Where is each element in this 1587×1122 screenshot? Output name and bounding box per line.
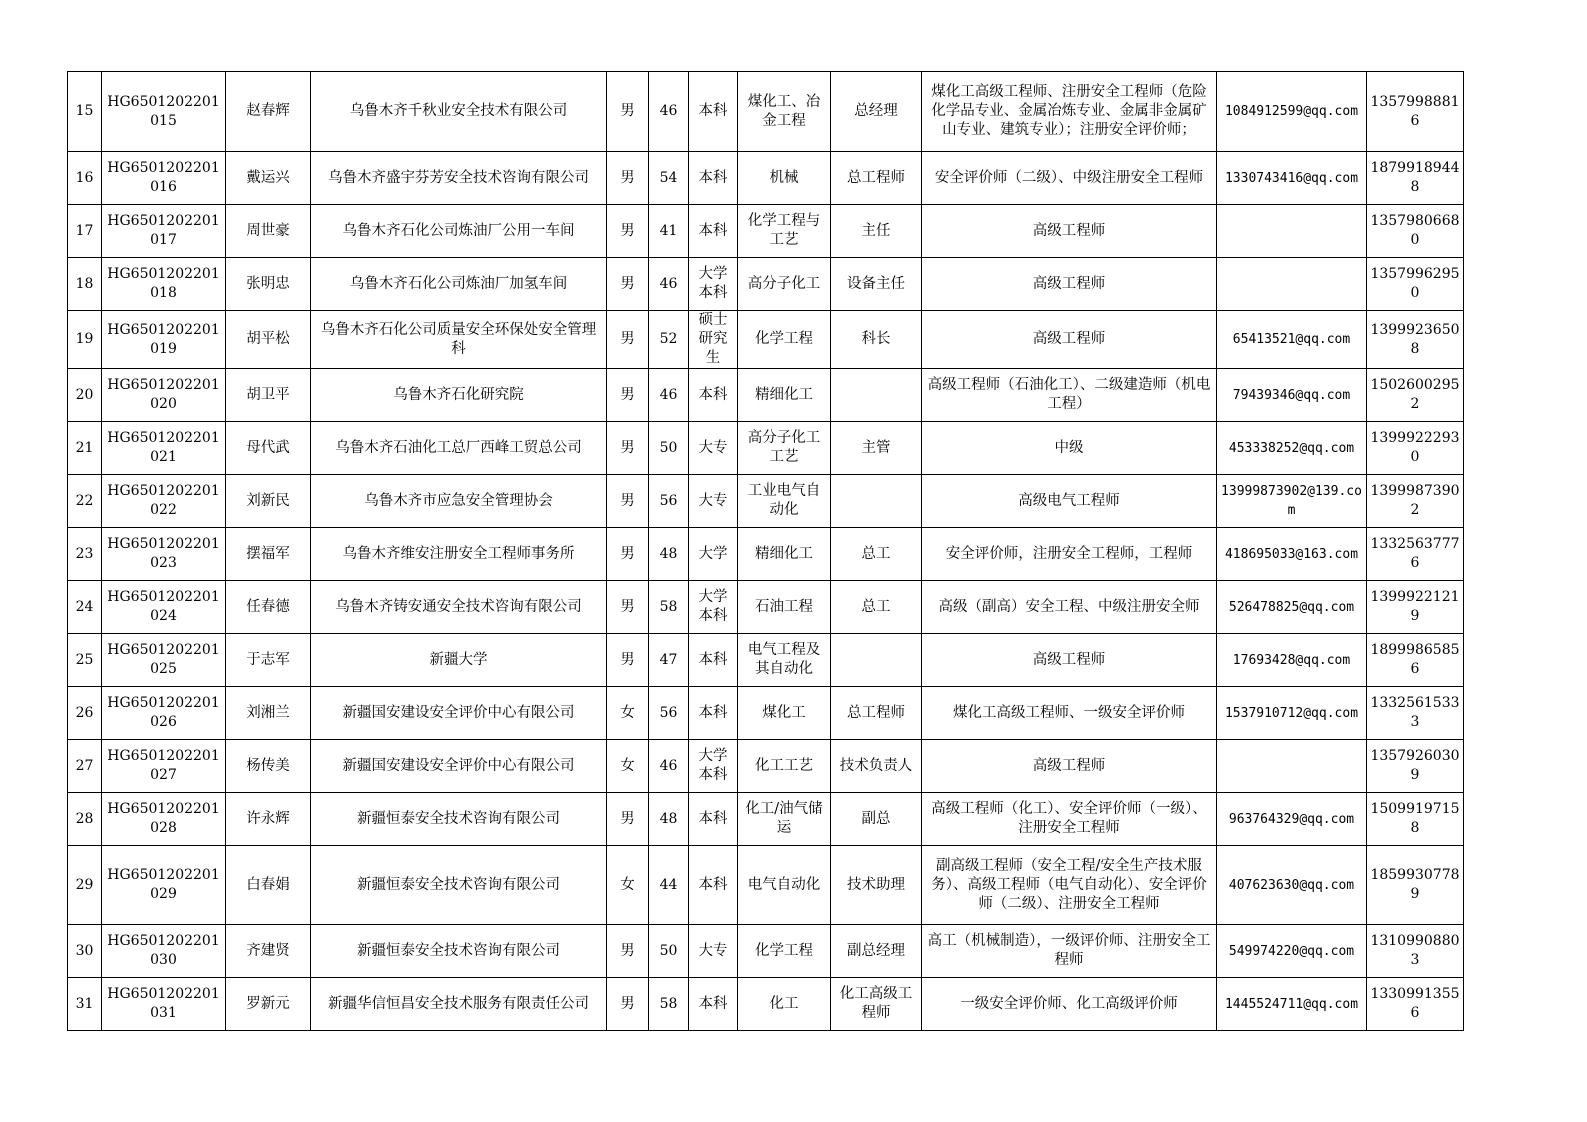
professional-title-cell: 中级 xyxy=(922,422,1217,475)
row-number-cell: 15 xyxy=(68,72,102,152)
person-name-cell: 胡卫平 xyxy=(226,369,311,422)
gender-cell: 男 xyxy=(607,152,649,205)
age-cell: 58 xyxy=(649,978,689,1031)
position-cell: 总工程师 xyxy=(831,152,922,205)
organization-cell: 乌鲁木齐石油化工总厂西峰工贸总公司 xyxy=(311,422,607,475)
expert-code-cell: HG6501202201020 xyxy=(102,369,226,422)
person-name-cell: 杨传美 xyxy=(226,740,311,793)
age-cell: 46 xyxy=(649,369,689,422)
email-cell: 17693428@qq.com xyxy=(1217,634,1367,687)
gender-cell: 男 xyxy=(607,369,649,422)
row-number-cell: 27 xyxy=(68,740,102,793)
table-row xyxy=(68,258,1464,311)
organization-cell: 乌鲁木齐石化公司炼油厂公用一车间 xyxy=(311,205,607,258)
position-cell: 副总 xyxy=(831,793,922,846)
professional-title-cell: 高级（副高）安全工程、中级注册安全师 xyxy=(922,581,1217,634)
phone-cell: 13579260309 xyxy=(1367,740,1464,793)
person-name-cell: 刘湘兰 xyxy=(226,687,311,740)
position-cell: 技术助理 xyxy=(831,846,922,925)
phone-cell: 13109908803 xyxy=(1367,925,1464,978)
education-cell: 大学 xyxy=(689,528,738,581)
organization-cell: 乌鲁木齐盛宇芬芳安全技术咨询有限公司 xyxy=(311,152,607,205)
organization-cell: 新疆大学 xyxy=(311,634,607,687)
table-row xyxy=(68,311,1464,369)
row-number-cell: 30 xyxy=(68,925,102,978)
person-name-cell: 罗新元 xyxy=(226,978,311,1031)
education-cell: 大学本科 xyxy=(689,258,738,311)
age-cell: 48 xyxy=(649,528,689,581)
expert-code-cell: HG6501202201027 xyxy=(102,740,226,793)
email-cell: 549974220@qq.com xyxy=(1217,925,1367,978)
gender-cell: 男 xyxy=(607,311,649,369)
phone-cell: 18599307789 xyxy=(1367,846,1464,925)
person-name-cell: 张明忠 xyxy=(226,258,311,311)
email-cell: 65413521@qq.com xyxy=(1217,311,1367,369)
email-cell: 407623630@qq.com xyxy=(1217,846,1367,925)
education-cell: 大专 xyxy=(689,475,738,528)
email-cell xyxy=(1217,740,1367,793)
row-number-cell: 16 xyxy=(68,152,102,205)
age-cell: 54 xyxy=(649,152,689,205)
position-cell: 副总经理 xyxy=(831,925,922,978)
row-number-cell: 26 xyxy=(68,687,102,740)
phone-cell: 13999222930 xyxy=(1367,422,1464,475)
gender-cell: 女 xyxy=(607,687,649,740)
gender-cell: 男 xyxy=(607,258,649,311)
professional-title-cell: 高级工程师（石油化工）、二级建造师（机电工程） xyxy=(922,369,1217,422)
organization-cell: 新疆国安建设安全评价中心有限公司 xyxy=(311,740,607,793)
row-number-cell: 31 xyxy=(68,978,102,1031)
row-number-cell: 21 xyxy=(68,422,102,475)
education-cell: 大专 xyxy=(689,925,738,978)
row-number-cell: 18 xyxy=(68,258,102,311)
gender-cell: 男 xyxy=(607,925,649,978)
position-cell xyxy=(831,369,922,422)
expert-code-cell: HG6501202201018 xyxy=(102,258,226,311)
organization-cell: 乌鲁木齐石化研究院 xyxy=(311,369,607,422)
major-cell: 精细化工 xyxy=(738,528,831,581)
expert-code-cell: HG6501202201028 xyxy=(102,793,226,846)
age-cell: 56 xyxy=(649,475,689,528)
table-row xyxy=(68,422,1464,475)
email-cell xyxy=(1217,205,1367,258)
row-number-cell: 24 xyxy=(68,581,102,634)
professional-title-cell: 高工（机械制造），一级评价师、注册安全工程师 xyxy=(922,925,1217,978)
organization-cell: 乌鲁木齐铸安通安全技术咨询有限公司 xyxy=(311,581,607,634)
organization-cell: 新疆恒泰安全技术咨询有限公司 xyxy=(311,925,607,978)
education-cell: 大专 xyxy=(689,422,738,475)
organization-cell: 乌鲁木齐维安注册安全工程师事务所 xyxy=(311,528,607,581)
age-cell: 46 xyxy=(649,72,689,152)
education-cell: 本科 xyxy=(689,846,738,925)
email-cell: 13999873902@139.com xyxy=(1217,475,1367,528)
expert-code-cell: HG6501202201024 xyxy=(102,581,226,634)
position-cell: 总工 xyxy=(831,581,922,634)
phone-cell: 13579988816 xyxy=(1367,72,1464,152)
education-cell: 本科 xyxy=(689,793,738,846)
email-cell: 79439346@qq.com xyxy=(1217,369,1367,422)
major-cell: 电气自动化 xyxy=(738,846,831,925)
expert-code-cell: HG6501202201021 xyxy=(102,422,226,475)
expert-table xyxy=(67,71,1464,1031)
major-cell: 机械 xyxy=(738,152,831,205)
major-cell: 煤化工 xyxy=(738,687,831,740)
person-name-cell: 刘新民 xyxy=(226,475,311,528)
expert-code-cell: HG6501202201015 xyxy=(102,72,226,152)
professional-title-cell: 高级工程师 xyxy=(922,311,1217,369)
phone-cell: 13579962950 xyxy=(1367,258,1464,311)
person-name-cell: 戴运兴 xyxy=(226,152,311,205)
person-name-cell: 齐建贤 xyxy=(226,925,311,978)
phone-cell: 13999221219 xyxy=(1367,581,1464,634)
expert-code-cell: HG6501202201022 xyxy=(102,475,226,528)
professional-title-cell: 高级电气工程师 xyxy=(922,475,1217,528)
position-cell: 主任 xyxy=(831,205,922,258)
professional-title-cell: 煤化工高级工程师、一级安全评价师 xyxy=(922,687,1217,740)
gender-cell: 男 xyxy=(607,793,649,846)
age-cell: 56 xyxy=(649,687,689,740)
position-cell: 总经理 xyxy=(831,72,922,152)
education-cell: 本科 xyxy=(689,205,738,258)
gender-cell: 男 xyxy=(607,72,649,152)
row-number-cell: 17 xyxy=(68,205,102,258)
education-cell: 本科 xyxy=(689,687,738,740)
row-number-cell: 25 xyxy=(68,634,102,687)
organization-cell: 新疆恒泰安全技术咨询有限公司 xyxy=(311,793,607,846)
person-name-cell: 白春娟 xyxy=(226,846,311,925)
professional-title-cell: 安全评价师（二级）、中级注册安全工程师 xyxy=(922,152,1217,205)
table-row xyxy=(68,978,1464,1031)
position-cell: 化工高级工程师 xyxy=(831,978,922,1031)
position-cell: 设备主任 xyxy=(831,258,922,311)
major-cell: 石油工程 xyxy=(738,581,831,634)
professional-title-cell: 高级工程师 xyxy=(922,205,1217,258)
expert-code-cell: HG6501202201016 xyxy=(102,152,226,205)
row-number-cell: 19 xyxy=(68,311,102,369)
major-cell: 化工 xyxy=(738,978,831,1031)
major-cell: 高分子化工工艺 xyxy=(738,422,831,475)
expert-code-cell: HG6501202201025 xyxy=(102,634,226,687)
table-row xyxy=(68,72,1464,152)
organization-cell: 新疆国安建设安全评价中心有限公司 xyxy=(311,687,607,740)
position-cell: 总工程师 xyxy=(831,687,922,740)
education-cell: 大学本科 xyxy=(689,740,738,793)
position-cell xyxy=(831,634,922,687)
phone-cell: 18999865856 xyxy=(1367,634,1464,687)
major-cell: 化学工程与工艺 xyxy=(738,205,831,258)
major-cell: 电气工程及其自动化 xyxy=(738,634,831,687)
expert-code-cell: HG6501202201026 xyxy=(102,687,226,740)
professional-title-cell: 高级工程师 xyxy=(922,258,1217,311)
email-cell: 418695033@163.com xyxy=(1217,528,1367,581)
professional-title-cell: 高级工程师 xyxy=(922,634,1217,687)
table-row xyxy=(68,369,1464,422)
education-cell: 本科 xyxy=(689,634,738,687)
age-cell: 44 xyxy=(649,846,689,925)
email-cell: 963764329@qq.com xyxy=(1217,793,1367,846)
expert-code-cell: HG6501202201023 xyxy=(102,528,226,581)
age-cell: 50 xyxy=(649,422,689,475)
person-name-cell: 母代武 xyxy=(226,422,311,475)
table-row xyxy=(68,634,1464,687)
row-number-cell: 28 xyxy=(68,793,102,846)
email-cell: 526478825@qq.com xyxy=(1217,581,1367,634)
education-cell: 本科 xyxy=(689,369,738,422)
position-cell: 科长 xyxy=(831,311,922,369)
table-row xyxy=(68,205,1464,258)
email-cell xyxy=(1217,258,1367,311)
table-row xyxy=(68,846,1464,925)
gender-cell: 女 xyxy=(607,740,649,793)
gender-cell: 女 xyxy=(607,846,649,925)
expert-code-cell: HG6501202201030 xyxy=(102,925,226,978)
professional-title-cell: 副高级工程师（安全工程/安全生产技术服务）、高级工程师（电气自动化）、安全评价师（二级）、注册安全工程师 xyxy=(922,846,1217,925)
education-cell: 本科 xyxy=(689,978,738,1031)
gender-cell: 男 xyxy=(607,528,649,581)
phone-cell: 13999873902 xyxy=(1367,475,1464,528)
organization-cell: 乌鲁木齐石化公司质量安全环保处安全管理科 xyxy=(311,311,607,369)
person-name-cell: 许永辉 xyxy=(226,793,311,846)
phone-cell: 13325637776 xyxy=(1367,528,1464,581)
person-name-cell: 胡平松 xyxy=(226,311,311,369)
organization-cell: 乌鲁木齐石化公司炼油厂加氢车间 xyxy=(311,258,607,311)
organization-cell: 乌鲁木齐千秋业安全技术有限公司 xyxy=(311,72,607,152)
age-cell: 52 xyxy=(649,311,689,369)
age-cell: 46 xyxy=(649,258,689,311)
gender-cell: 男 xyxy=(607,475,649,528)
phone-cell: 18799189448 xyxy=(1367,152,1464,205)
expert-code-cell: HG6501202201031 xyxy=(102,978,226,1031)
professional-title-cell: 高级工程师 xyxy=(922,740,1217,793)
professional-title-cell: 高级工程师（化工）、安全评价师（一级）、注册安全工程师 xyxy=(922,793,1217,846)
position-cell: 总工 xyxy=(831,528,922,581)
major-cell: 精细化工 xyxy=(738,369,831,422)
professional-title-cell: 安全评价师，注册安全工程师，工程师 xyxy=(922,528,1217,581)
organization-cell: 乌鲁木齐市应急安全管理协会 xyxy=(311,475,607,528)
person-name-cell: 于志军 xyxy=(226,634,311,687)
position-cell: 技术负责人 xyxy=(831,740,922,793)
table-row xyxy=(68,581,1464,634)
age-cell: 41 xyxy=(649,205,689,258)
gender-cell: 男 xyxy=(607,581,649,634)
email-cell: 1330743416@qq.com xyxy=(1217,152,1367,205)
email-cell: 453338252@qq.com xyxy=(1217,422,1367,475)
row-number-cell: 29 xyxy=(68,846,102,925)
gender-cell: 男 xyxy=(607,205,649,258)
phone-cell: 13579806680 xyxy=(1367,205,1464,258)
table-row xyxy=(68,740,1464,793)
row-number-cell: 23 xyxy=(68,528,102,581)
professional-title-cell: 一级安全评价师、化工高级评价师 xyxy=(922,978,1217,1031)
position-cell xyxy=(831,475,922,528)
professional-title-cell: 煤化工高级工程师、注册安全工程师（危险化学品专业、金属冶炼专业、金属非金属矿山专业、建筑专业）；注册安全评价师； xyxy=(922,72,1217,152)
email-cell: 1537910712@qq.com xyxy=(1217,687,1367,740)
person-name-cell: 摆福军 xyxy=(226,528,311,581)
table-row xyxy=(68,152,1464,205)
email-cell: 1084912599@qq.com xyxy=(1217,72,1367,152)
person-name-cell: 周世豪 xyxy=(226,205,311,258)
gender-cell: 男 xyxy=(607,634,649,687)
expert-code-cell: HG6501202201019 xyxy=(102,311,226,369)
major-cell: 工业电气自动化 xyxy=(738,475,831,528)
gender-cell: 男 xyxy=(607,422,649,475)
age-cell: 47 xyxy=(649,634,689,687)
table-row xyxy=(68,475,1464,528)
phone-cell: 13999236508 xyxy=(1367,311,1464,369)
person-name-cell: 赵春辉 xyxy=(226,72,311,152)
phone-cell: 15099197158 xyxy=(1367,793,1464,846)
organization-cell: 新疆华信恒昌安全技术服务有限责任公司 xyxy=(311,978,607,1031)
phone-cell: 13325615333 xyxy=(1367,687,1464,740)
organization-cell: 新疆恒泰安全技术咨询有限公司 xyxy=(311,846,607,925)
major-cell: 化学工程 xyxy=(738,311,831,369)
education-cell: 本科 xyxy=(689,72,738,152)
table-row xyxy=(68,793,1464,846)
phone-cell: 15026002952 xyxy=(1367,369,1464,422)
age-cell: 58 xyxy=(649,581,689,634)
major-cell: 高分子化工 xyxy=(738,258,831,311)
education-cell: 本科 xyxy=(689,152,738,205)
education-cell: 大学本科 xyxy=(689,581,738,634)
person-name-cell: 任春德 xyxy=(226,581,311,634)
gender-cell: 男 xyxy=(607,978,649,1031)
age-cell: 50 xyxy=(649,925,689,978)
expert-code-cell: HG6501202201029 xyxy=(102,846,226,925)
education-cell: 硕士研究生 xyxy=(689,311,738,369)
major-cell: 化学工程 xyxy=(738,925,831,978)
position-cell: 主管 xyxy=(831,422,922,475)
email-cell: 1445524711@qq.com xyxy=(1217,978,1367,1031)
age-cell: 46 xyxy=(649,740,689,793)
major-cell: 化工/油气储运 xyxy=(738,793,831,846)
expert-code-cell: HG6501202201017 xyxy=(102,205,226,258)
age-cell: 48 xyxy=(649,793,689,846)
row-number-cell: 20 xyxy=(68,369,102,422)
table-row xyxy=(68,528,1464,581)
table-row xyxy=(68,687,1464,740)
phone-cell: 13309913556 xyxy=(1367,978,1464,1031)
table-row xyxy=(68,925,1464,978)
row-number-cell: 22 xyxy=(68,475,102,528)
major-cell: 化工工艺 xyxy=(738,740,831,793)
major-cell: 煤化工、冶金工程 xyxy=(738,72,831,152)
